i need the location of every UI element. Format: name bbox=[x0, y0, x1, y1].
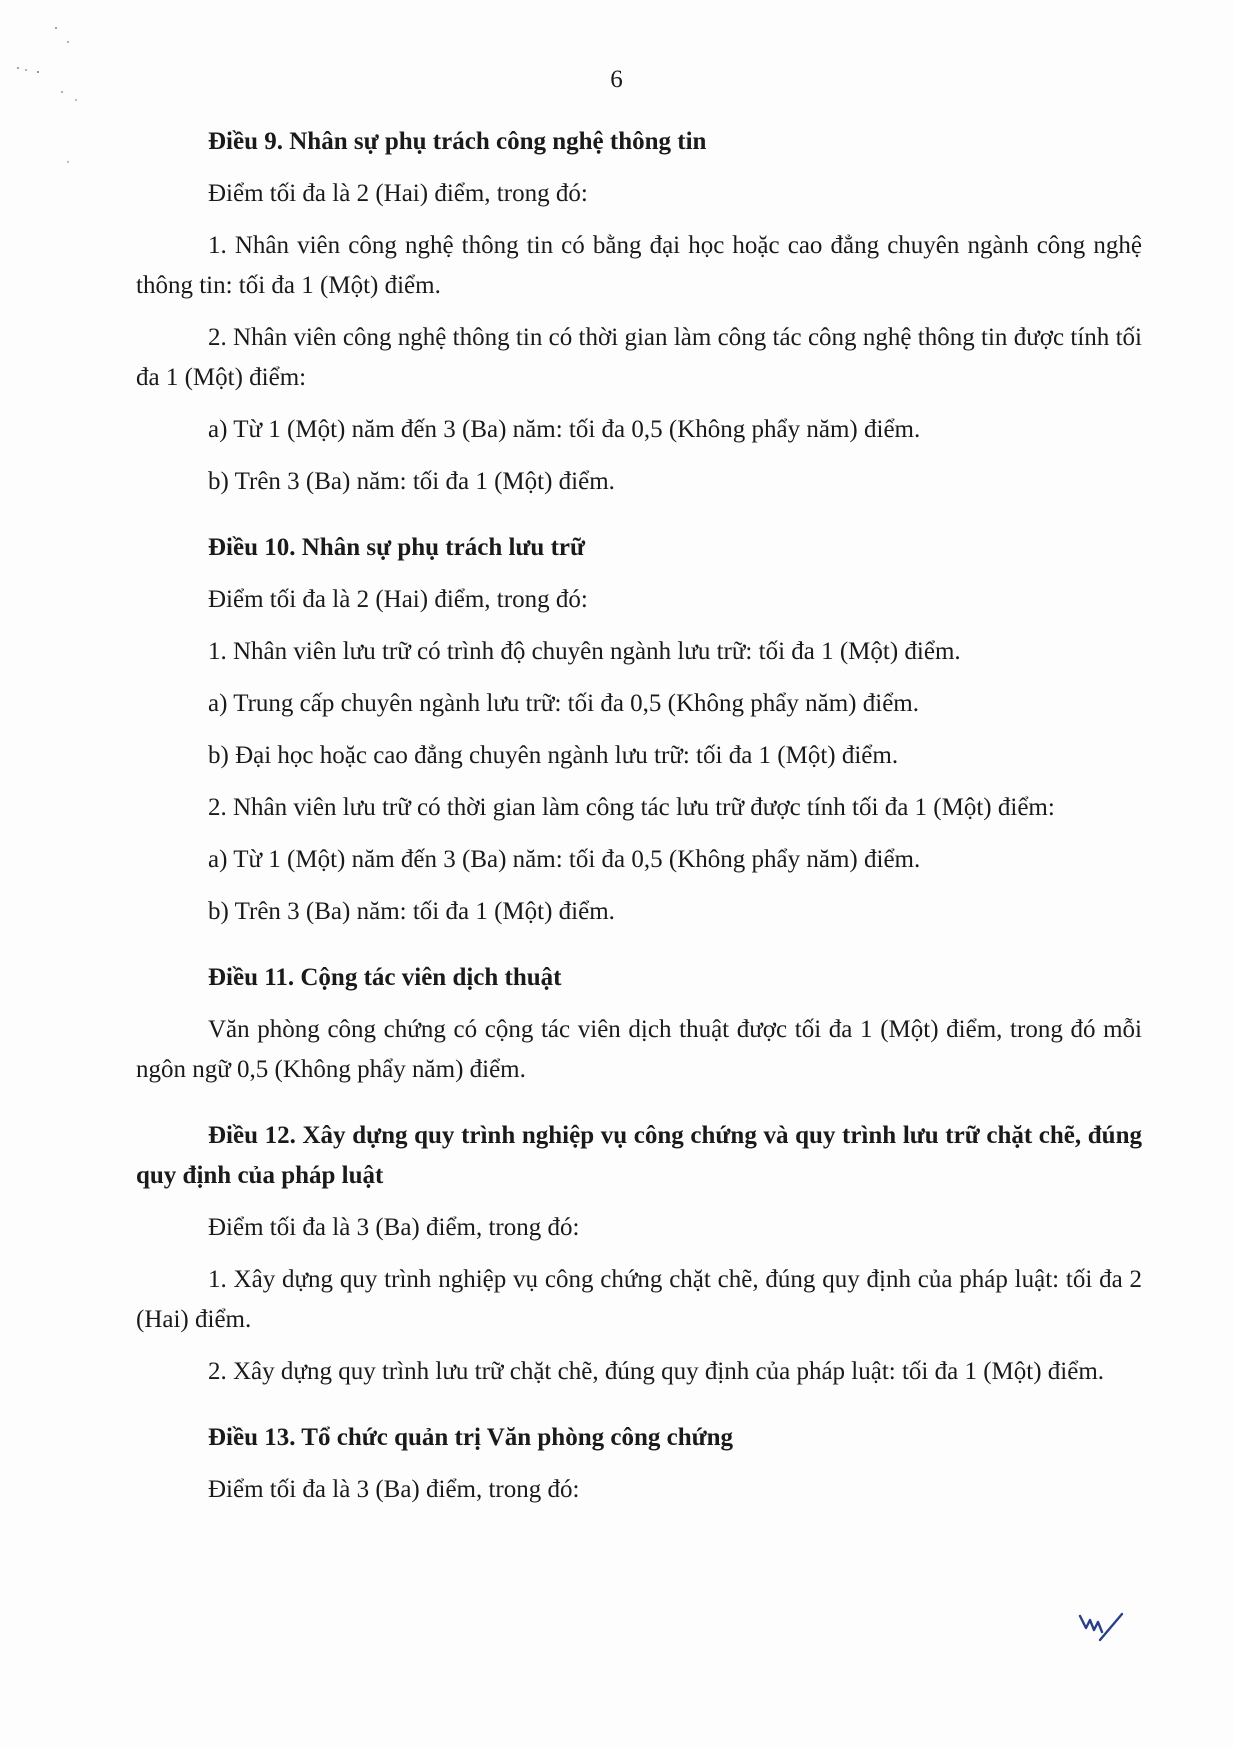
article-10-clause-2: 2. Nhân viên lưu trữ có thời gian làm công tác lưu trữ được tính tối đa 1 (Một) điểm: bbox=[208, 794, 1055, 821]
article-12-clause-1: 1. Xây dựng quy trình nghiệp vụ công chứng chặt chẽ, đúng quy định của pháp luật: tối đa 2 (Hai) điểm. bbox=[136, 1266, 1142, 1333]
article-9-heading: Điều 9. Nhân sự phụ trách công nghệ thông tin bbox=[208, 128, 707, 155]
article-13-intro: Điểm tối đa là 3 (Ba) điểm, trong đó: bbox=[208, 1476, 580, 1503]
article-12-clause-2: 2. Xây dựng quy trình lưu trữ chặt chẽ, đúng quy định của pháp luật: tối đa 1 (Một) điểm. bbox=[208, 1358, 1105, 1385]
article-12-heading: Điều 12. Xây dựng quy trình nghiệp vụ công chứng và quy trình lưu trữ chặt chẽ, đúng quy định của pháp luật bbox=[136, 1122, 1142, 1189]
article-10-intro: Điểm tối đa là 2 (Hai) điểm, trong đó: bbox=[208, 586, 588, 613]
article-9-clause-2: 2. Nhân viên công nghệ thông tin có thời gian làm công tác công nghệ thông tin được tính tối đa 1 (Một) điểm: bbox=[136, 324, 1142, 391]
article-10-item-b2: b) Trên 3 (Ba) năm: tối đa 1 (Một) điểm. bbox=[208, 898, 615, 925]
handwritten-initials-mark bbox=[1078, 1608, 1126, 1650]
scan-artifact-dots bbox=[10, 20, 90, 170]
document-body bbox=[136, 122, 1142, 1510]
article-10-item-b: b) Đại học hoặc cao đẳng chuyên ngành lưu trữ: tối đa 1 (Một) điểm. bbox=[208, 742, 899, 769]
article-9-intro: Điểm tối đa là 2 (Hai) điểm, trong đó: bbox=[208, 180, 588, 207]
article-11-heading: Điều 11. Cộng tác viên dịch thuật bbox=[208, 964, 562, 991]
article-10-heading: Điều 10. Nhân sự phụ trách lưu trữ bbox=[208, 534, 586, 561]
article-13-heading: Điều 13. Tổ chức quản trị Văn phòng công chứng bbox=[208, 1424, 734, 1451]
article-9-item-b: b) Trên 3 (Ba) năm: tối đa 1 (Một) điểm. bbox=[208, 468, 615, 495]
article-9-clause-1: 1. Nhân viên công nghệ thông tin có bằng đại học hoặc cao đẳng chuyên ngành công nghệ thông tin: tối đa 1 (Một) điểm. bbox=[136, 232, 1142, 299]
article-10-item-a: a) Trung cấp chuyên ngành lưu trữ: tối đa 0,5 (Không phẩy năm) điểm. bbox=[208, 690, 919, 717]
article-10-item-a2: a) Từ 1 (Một) năm đến 3 (Ba) năm: tối đa 0,5 (Không phẩy năm) điểm. bbox=[208, 846, 921, 873]
article-12-intro: Điểm tối đa là 3 (Ba) điểm, trong đó: bbox=[208, 1214, 580, 1241]
article-10-clause-1: 1. Nhân viên lưu trữ có trình độ chuyên ngành lưu trữ: tối đa 1 (Một) điểm. bbox=[208, 638, 961, 665]
page-number: 6 bbox=[610, 66, 623, 93]
article-11-body: Văn phòng công chứng có cộng tác viên dịch thuật được tối đa 1 (Một) điểm, trong đó mỗi ngôn ngữ 0,5 (Không phẩy năm) điểm. bbox=[136, 1016, 1142, 1083]
article-9-item-a: a) Từ 1 (Một) năm đến 3 (Ba) năm: tối đa 0,5 (Không phẩy năm) điểm. bbox=[208, 416, 921, 443]
